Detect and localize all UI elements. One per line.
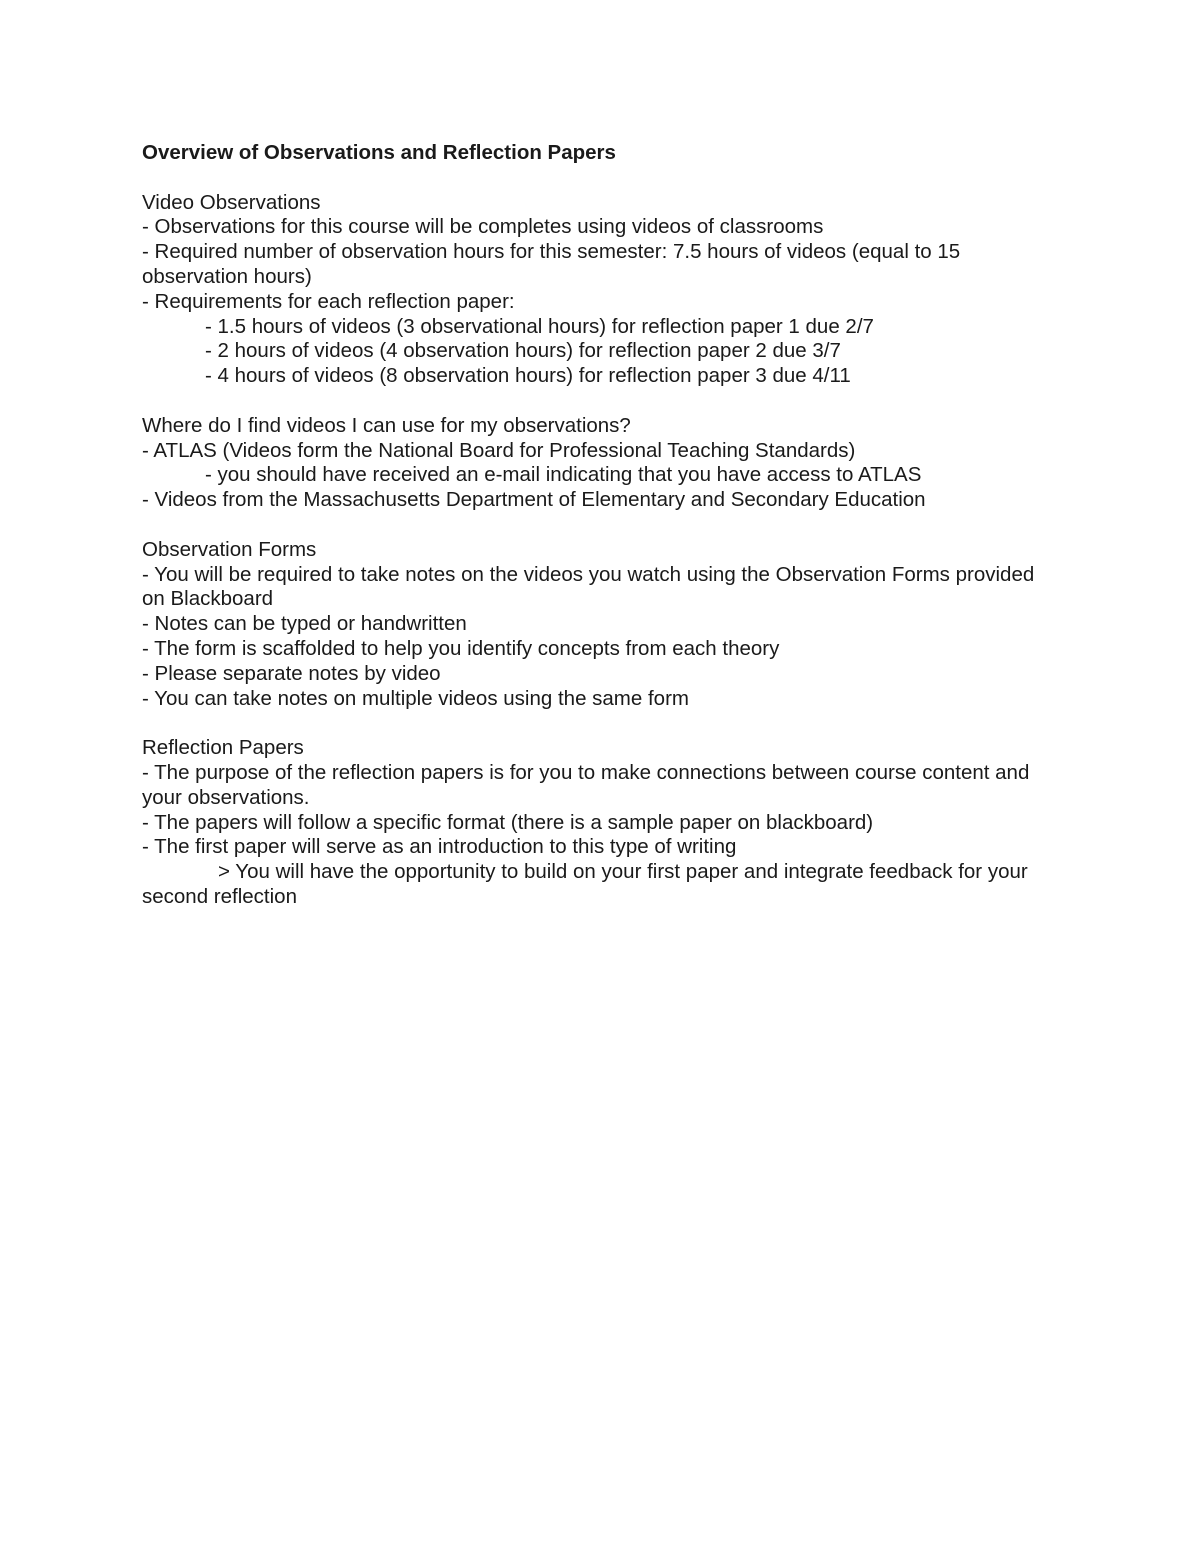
bullet-item: - Videos from the Massachusetts Department of Elementary and Secondary Education <box>142 488 926 512</box>
sub-bullet-text: > You will have the opportunity to build on your first paper and integrate feedback for your second reflection <box>142 860 1028 908</box>
bullet-item: - Please separate notes by video <box>142 661 441 685</box>
bullet-item: - You will be required to take notes on the videos you watch using the Observation Forms provided on Blackboard <box>142 562 1035 611</box>
bullet-item: - The papers will follow a specific format (there is a sample paper on blackboard) <box>142 810 874 834</box>
bullet-item: - Observations for this course will be completes using videos of classrooms <box>142 215 824 239</box>
sub-bullet-item: - 2 hours of videos (4 observation hours) for reflection paper 2 due 3/7 <box>205 339 841 363</box>
bullet-item: - The form is scaffolded to help you identify concepts from each theory <box>142 636 780 660</box>
document-body <box>142 141 1062 910</box>
spacer <box>142 711 1062 736</box>
bullet-item: - You can take notes on multiple videos using the same form <box>142 686 689 710</box>
spacer <box>142 166 1062 191</box>
bullet-item: - Notes can be typed or handwritten <box>142 612 467 636</box>
bullet-item: - Required number of observation hours for this semester: 7.5 hours of videos (equal to 15 observation hours) <box>142 240 961 288</box>
sub-bullet-item: - 1.5 hours of videos (3 observational hours) for reflection paper 1 due 2/7 <box>205 314 874 338</box>
sub-bullet-item: - you should have received an e-mail indicating that you have access to ATLAS <box>205 463 922 487</box>
section-heading-where-to-find-videos: Where do I find videos I can use for my observations? <box>142 413 631 437</box>
sub-bullet-item <box>142 860 1062 910</box>
document-title: Overview of Observations and Reflection Papers <box>142 141 616 164</box>
bullet-item: - The first paper will serve as an introduction to this type of writing <box>142 835 737 859</box>
spacer <box>142 513 1062 538</box>
bullet-item: - ATLAS (Videos form the National Board for Professional Teaching Standards) <box>142 438 856 462</box>
section-heading-reflection-papers: Reflection Papers <box>142 736 304 760</box>
section-heading-observation-forms: Observation Forms <box>142 537 317 561</box>
spacer <box>142 389 1062 414</box>
sub-bullet-item: - 4 hours of videos (8 observation hours) for reflection paper 3 due 4/11 <box>205 364 851 388</box>
section-heading-video-observations: Video Observations <box>142 190 321 214</box>
bullet-item: - The purpose of the reflection papers is for you to make connections between course content and your observations. <box>142 760 1030 809</box>
bullet-item: - Requirements for each reflection paper: <box>142 289 515 313</box>
